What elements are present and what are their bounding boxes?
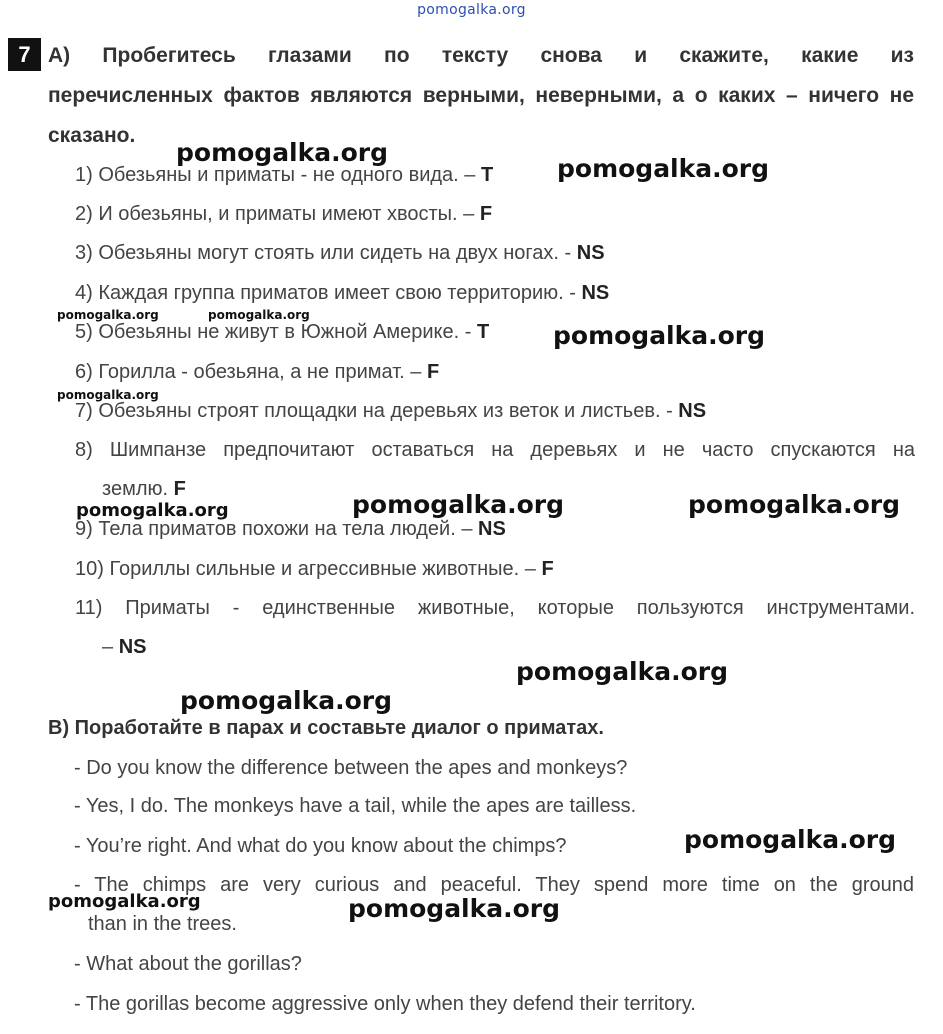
- watermark: pomogalka.org: [57, 388, 159, 402]
- part-b-heading: В) Поработайте в парах и составьте диалог о приматах.: [48, 717, 604, 739]
- list-item: 2) И обезьяны, и приматы имеют хвосты. – F: [75, 203, 493, 225]
- dialog-line: - The gorillas become aggressive only when they defend their territory.: [74, 993, 696, 1015]
- top-watermark: pomogalka.org: [417, 2, 526, 18]
- dialog-line: - You’re right. And what do you know about the chimps?: [74, 835, 567, 857]
- list-item: 10) Гориллы сильные и агрессивные животные. – F: [75, 558, 554, 580]
- watermark: pomogalka.org: [176, 138, 389, 167]
- watermark: pomogalka.org: [348, 894, 561, 923]
- answer-label: NS: [678, 400, 707, 422]
- list-item: 3) Обезьяны могут стоять или сидеть на двух ногах. - NS: [75, 242, 605, 264]
- answer-label: NS: [576, 242, 605, 264]
- watermark: pomogalka.org: [553, 321, 766, 350]
- answer-label: F: [479, 203, 493, 225]
- list-item: 5) Обезьяны не живут в Южной Америке. - T: [75, 321, 490, 343]
- watermark: pomogalka.org: [352, 490, 565, 519]
- list-item: 9) Тела приматов похожи на тела людей. – NS: [75, 518, 506, 540]
- watermark: pomogalka.org: [208, 308, 310, 322]
- watermark: pomogalka.org: [57, 308, 159, 322]
- answer-label: T: [477, 321, 490, 343]
- watermark: pomogalka.org: [180, 686, 393, 715]
- watermark: pomogalka.org: [76, 500, 229, 521]
- watermark: pomogalka.org: [684, 825, 897, 854]
- list-item: 6) Горилла - обезьяна, а не примат. – F: [75, 361, 440, 383]
- answer-label: F: [173, 478, 186, 500]
- list-item: 7) Обезьяны строят площадки на деревьях из веток и листьев. - NS: [75, 400, 707, 422]
- watermark: pomogalka.org: [516, 657, 729, 686]
- answer-label: NS: [478, 518, 506, 540]
- list-item: 4) Каждая группа приматов имеет свою территорию. - NS: [75, 282, 610, 304]
- list-item: 11) Приматы - единственные животные, которые пользуются инструментами. – NS: [75, 597, 915, 658]
- task-number-badge: 7: [8, 38, 41, 71]
- part-a-heading-line1: А) Пробегитесь глазами по тексту снова и скажите, какие из: [48, 44, 914, 67]
- part-a-heading-rest: перечисленных фактов являются верными, неверными, а о каких – ничего не сказано.: [48, 84, 914, 147]
- answer-label: F: [426, 361, 440, 383]
- answer-label: F: [541, 558, 554, 580]
- watermark: pomogalka.org: [688, 490, 901, 519]
- list-item: 1) Обезьяны и приматы - не одного вида. – T: [75, 164, 494, 186]
- watermark: pomogalka.org: [48, 891, 201, 912]
- answer-label: NS: [118, 636, 147, 658]
- dialog-line: - Do you know the difference between the apes and monkeys?: [74, 757, 628, 779]
- list-item: 8) Шимпанзе предпочитают оставаться на деревьях и не часто спускаются на землю. F: [75, 439, 915, 500]
- answer-label: NS: [581, 282, 610, 304]
- dialog-line: - The chimps are very curious and peaceful. They spend more time on the ground than in the trees.: [74, 874, 914, 935]
- dialog-line: - What about the gorillas?: [74, 953, 302, 975]
- dialog-line: - Yes, I do. The monkeys have a tail, while the apes are tailless.: [74, 795, 637, 817]
- watermark: pomogalka.org: [557, 154, 770, 183]
- answer-label: T: [480, 164, 494, 186]
